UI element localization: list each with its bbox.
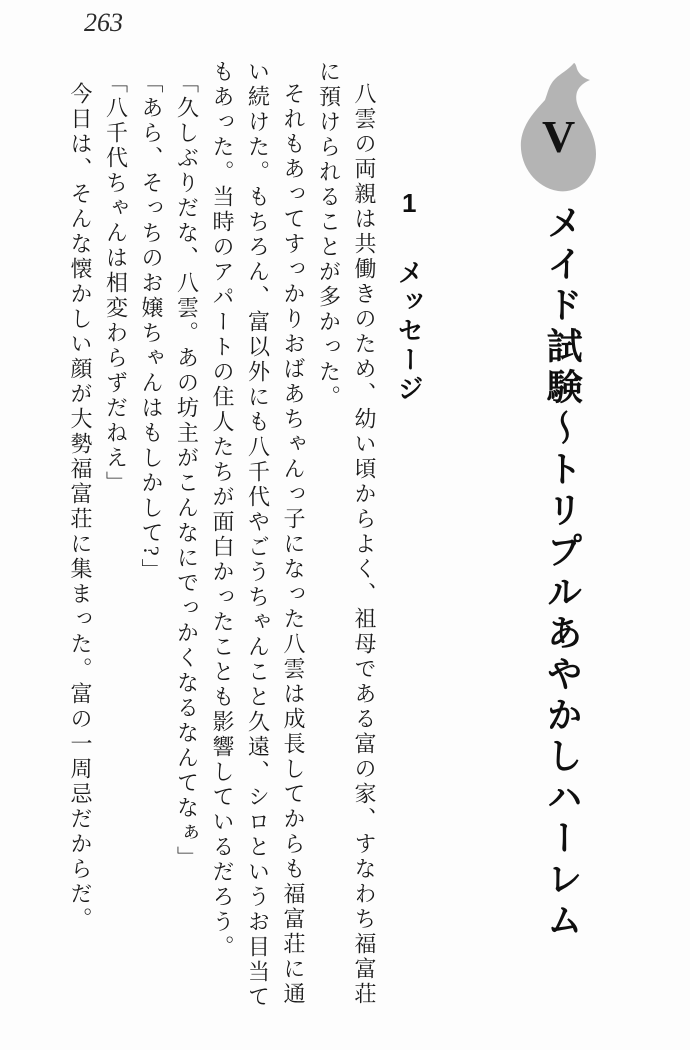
section-heading [393,188,424,404]
chapter-badge [515,60,601,196]
page-number: 263 [84,8,123,37]
body-text [60,60,382,1014]
section-number: 1 [394,188,425,221]
paragraph: 今日は、そんな懐かしい顔が大勢福富荘に集まった。富の一周忌だからだ。 [68,82,93,932]
paragraph: 「八千代ちゃんは相変わらずだねえ」 [103,71,129,496]
chapter-title: メイド試験〜トリプルあやかしハーレム [542,204,584,942]
paragraph: それもあってすっかりおばあちゃんっ子になった八雲は成長してからも福富荘に通い続けた。もちろん、富以外にも八千代やごうちゃんこと久遠、シロというお目当てもあった。当時のアパートの住人たちが面白かったことも影響しているだろう。 [210,60,306,1010]
chapter-badge-letter: V [542,111,576,162]
paragraph: 「久しぶりだな、八雲。あの坊主がこんなにでっかくなるなんてなぁ」 [174,71,200,871]
paragraph: 八雲の両親は共働きのため、幼い頃からよく、祖母である富の家、すなわち福富荘に預けられることが多かった。 [316,60,377,1007]
section-title: メッセージ [394,259,425,405]
paragraph: 「あら、そっちのお嬢ちゃんはもしかして?」 [139,71,164,584]
